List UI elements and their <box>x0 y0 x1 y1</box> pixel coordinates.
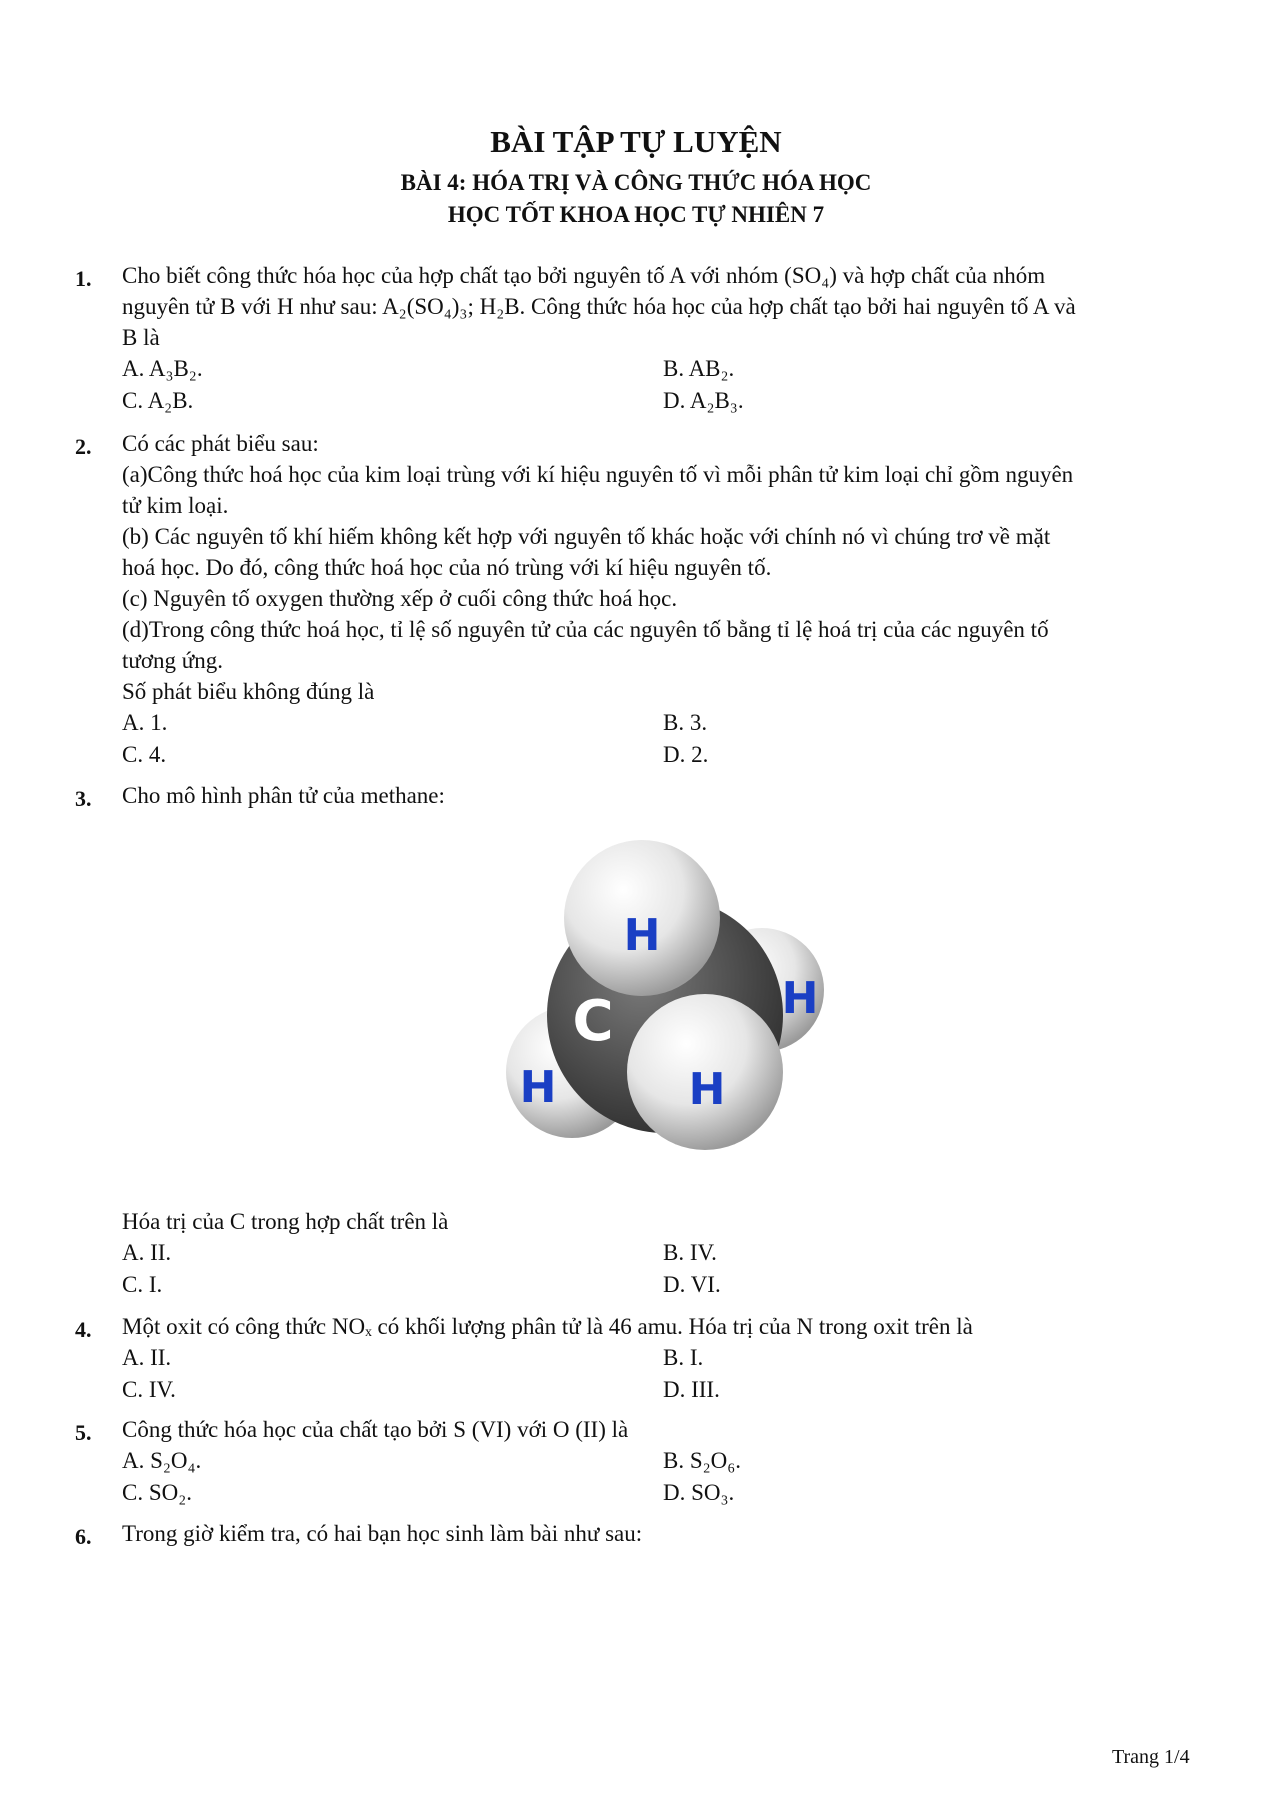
page-title: BÀI TẬP TỰ LUYỆN <box>490 124 782 159</box>
question-prompt: Số phát biểu không đúng là <box>122 679 375 704</box>
option-d: D. SO₃. <box>663 1480 735 1505</box>
methane-molecule-image <box>500 840 840 1170</box>
option-a: A. II. <box>122 1345 172 1370</box>
question-text: B là <box>122 325 160 350</box>
option-d: D. VI. <box>663 1272 721 1297</box>
atom-label: C <box>572 989 614 1054</box>
question-1 <box>75 260 1195 417</box>
question-text: Cho mô hình phân tử của methane: <box>122 783 445 808</box>
question-4 <box>75 1311 1195 1406</box>
option-a: A. S₂O₄. <box>122 1448 202 1473</box>
option-b: B. IV. <box>663 1240 717 1265</box>
page-number: Trang 1/4 <box>1112 1746 1190 1768</box>
option-c: C. I. <box>122 1272 163 1297</box>
course-title: HỌC TỐT KHOA HỌC TỰ NHIÊN 7 <box>447 202 825 227</box>
option-a: A. II. <box>122 1240 172 1265</box>
atom-label: H <box>781 973 819 1024</box>
lesson-title: BÀI 4: HÓA TRỊ VÀ CÔNG THỨC HÓA HỌC <box>400 170 872 195</box>
question-text: Cho biết công thức hóa học của hợp chất tạo bởi nguyên tố A với nhóm (SO₄) và hợp chất của nhóm <box>122 263 1046 288</box>
option-a: A. 1. <box>122 710 168 735</box>
question-text: Công thức hóa học của chất tạo bởi S (VI) với O (II) là <box>122 1417 629 1442</box>
question-5 <box>75 1414 1195 1509</box>
option-c: C. SO₂. <box>122 1480 193 1505</box>
atom-label: H <box>623 910 661 961</box>
question-3 <box>75 780 1195 811</box>
atom-label: H <box>688 1064 726 1115</box>
statement-b: (b) Các nguyên tố khí hiếm không kết hợp với nguyên tố khác hoặc với chính nó vì chúng trơ về mặt <box>122 524 1051 549</box>
statement-d: (d)Trong công thức hoá học, tỉ lệ số nguyên tử của các nguyên tố bằng tỉ lệ hoá trị của các nguyên tố <box>122 617 1049 642</box>
option-c: C. 4. <box>122 742 167 767</box>
question-2 <box>75 428 1195 771</box>
question-6 <box>75 1518 1195 1549</box>
question-3-continued <box>75 1206 1195 1301</box>
statement-c: (c) Nguyên tố oxygen thường xếp ở cuối công thức hoá học. <box>122 586 678 611</box>
option-d: D. 2. <box>663 742 709 767</box>
question-number: 2. <box>75 434 92 459</box>
option-d: D. III. <box>663 1377 720 1402</box>
statement-b: hoá học. Do đó, công thức hoá học của nó trùng với kí hiệu nguyên tố. <box>122 555 772 580</box>
question-text: Có các phát biểu sau: <box>122 431 319 456</box>
option-b: B. S₂O₆. <box>663 1448 742 1473</box>
option-b: B. 3. <box>663 710 708 735</box>
question-prompt: Hóa trị của C trong hợp chất trên là <box>122 1209 449 1234</box>
option-b: B. I. <box>663 1345 704 1370</box>
question-text: Trong giờ kiểm tra, có hai bạn học sinh làm bài như sau: <box>122 1521 643 1546</box>
question-number: 1. <box>75 266 92 291</box>
option-d: D. A₂B₃. <box>663 388 744 413</box>
statement-a: tử kim loại. <box>122 493 229 518</box>
option-a: A. A₃B₂. <box>122 356 203 381</box>
question-text: nguyên tử B với H như sau: A₂(SO₄)₃; H₂B. Công thức hóa học của hợp chất tạo bởi hai nguyên tố A và <box>122 294 1076 319</box>
statement-d: tương ứng. <box>122 648 223 673</box>
question-number: 3. <box>75 786 92 811</box>
option-b: B. AB₂. <box>663 356 735 381</box>
option-c: C. A₂B. <box>122 388 194 413</box>
atom-label: H <box>519 1062 557 1113</box>
statement-a: (a)Công thức hoá học của kim loại trùng với kí hiệu nguyên tố vì mỗi phân tử kim loại chỉ gồm nguyên <box>122 462 1074 487</box>
question-number: 4. <box>75 1317 92 1342</box>
question-number: 5. <box>75 1420 92 1445</box>
question-text: Một oxit có công thức NOₓ có khối lượng phân tử là 46 amu. Hóa trị của N trong oxit trên là <box>122 1314 973 1339</box>
question-number: 6. <box>75 1524 92 1549</box>
option-c: C. IV. <box>122 1377 176 1402</box>
